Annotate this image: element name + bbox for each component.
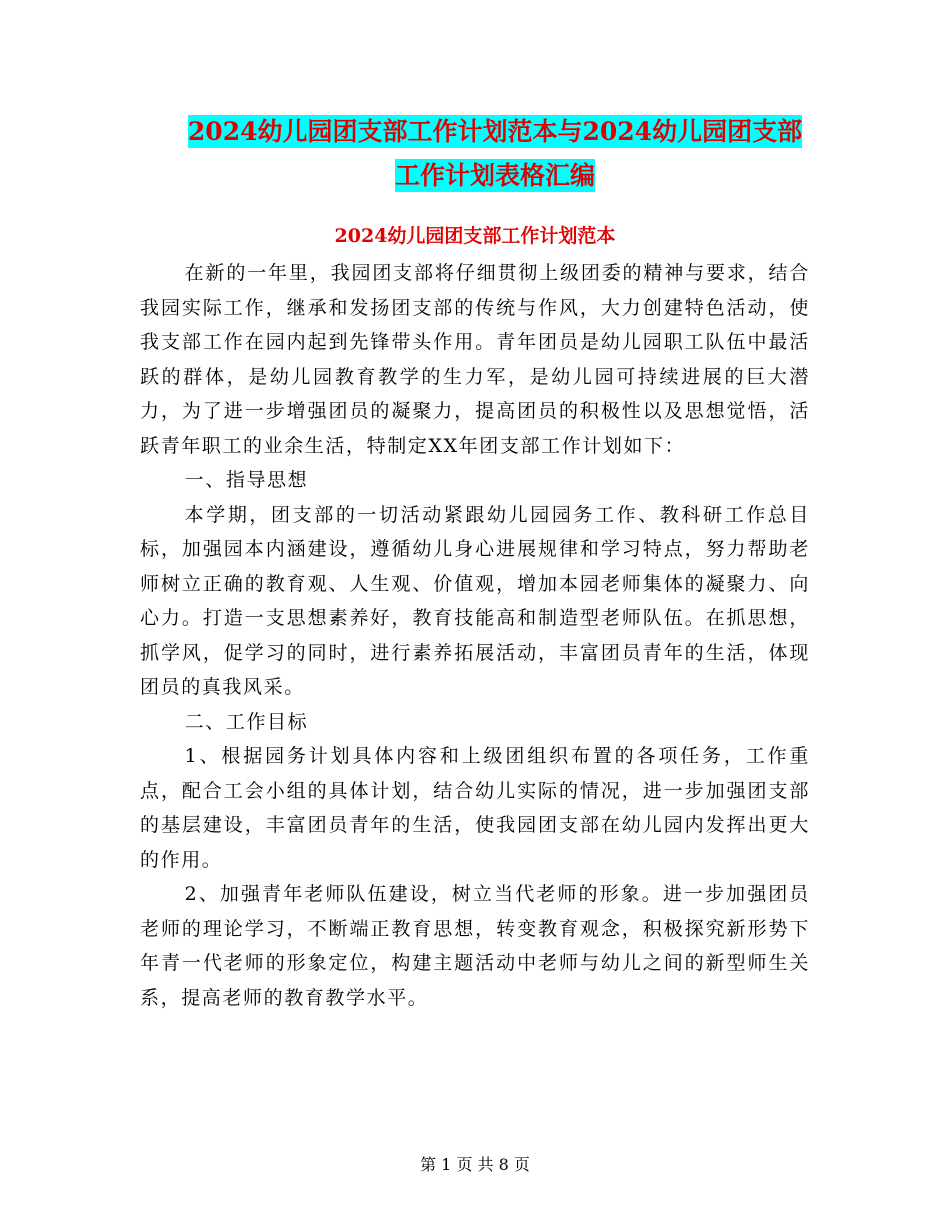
document-body bbox=[140, 256, 810, 1015]
heading-guiding-ideology: 一、指导思想 bbox=[184, 469, 309, 491]
heading-work-goals: 二、工作目标 bbox=[184, 710, 309, 733]
document-title bbox=[140, 110, 850, 198]
document-title-line-1: 2024幼儿园团支部工作计划范本与2024幼儿园团支部 bbox=[187, 117, 803, 146]
paragraph-goal-1: 1、根据园务计划具体内容和上级团组织布置的各项任务，工作重点，配合工会小组的具体计划，结合幼儿实际的情况，进一步加强团支部的基层建设，丰富团员青年的生活，使我园团支部在幼儿园内发挥出更大的作用。 bbox=[140, 745, 810, 871]
page-footer: 第 1 页 共 8 页 bbox=[420, 1155, 530, 1174]
section-title: 2024幼儿园团支部工作计划范本 bbox=[334, 225, 616, 247]
document-title-line-2: 工作计划表格汇编 bbox=[394, 161, 595, 190]
paragraph-goal-2: 2、加强青年老师队伍建设，树立当代老师的形象。进一步加强团员老师的理论学习，不断端正教育思想，转变教育观念，积极探究新形势下年青一代老师的形象定位，构建主题活动中老师与幼儿之间的新型师生关系，提高老师的教育教学水平。 bbox=[140, 883, 810, 1009]
paragraph-intro: 在新的一年里，我园团支部将仔细贯彻上级团委的精神与要求，结合我园实际工作，继承和发扬团支部的传统与作风，大力创建特色活动，使我支部工作在园内起到先锋带头作用。青年团员是幼儿园职工队伍中最活跃的群体，是幼儿园教育教学的生力军，是幼儿园可持续进展的巨大潜力，为了进一步增强团员的凝聚力，提高团员的积极性以及思想觉悟，活跃青年职工的业余生活，特制定XX年团支部工作计划如下： bbox=[140, 262, 810, 457]
paragraph-guiding-ideology: 本学期，团支部的一切活动紧跟幼儿园园务工作、教科研工作总目标，加强园本内涵建设，遵循幼儿身心进展规律和学习特点，努力帮助老师树立正确的教育观、人生观、价值观，增加本园老师集体的凝聚力、向心力。打造一支思想素养好，教育技能高和制造型老师队伍。在抓思想，抓学风，促学习的同时，进行素养拓展活动，丰富团员青年的生活，体现团员的真我风采。 bbox=[140, 503, 810, 698]
